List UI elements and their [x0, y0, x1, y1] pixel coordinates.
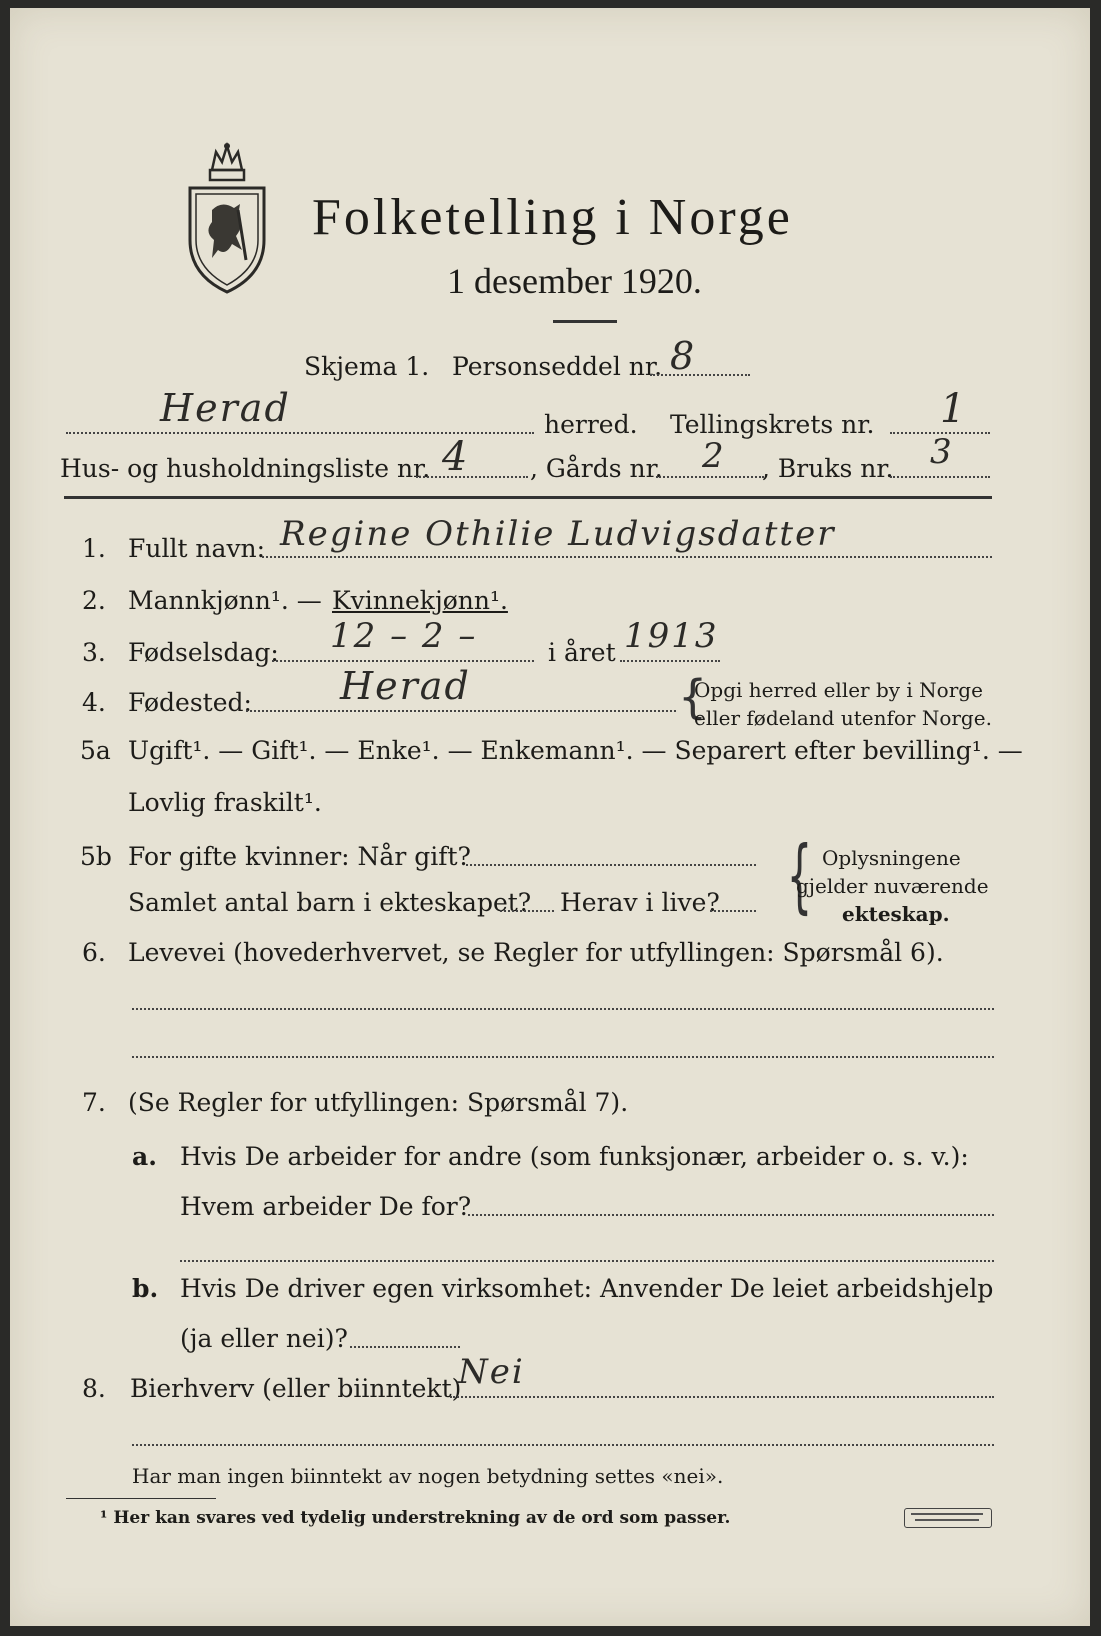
- q7a-line-2: Hvem arbeider De for?: [180, 1192, 472, 1221]
- gards-label: , Gårds nr.: [530, 454, 663, 483]
- bruks-label: , Bruks nr.: [762, 454, 894, 483]
- title-divider: [553, 320, 617, 323]
- skjema-label: Skjema 1.: [304, 352, 430, 381]
- q7-text: (Se Regler for utfyllingen: Spørsmål 7).: [128, 1088, 629, 1117]
- herred-name: Herad: [160, 386, 291, 430]
- personseddel-number: 8: [670, 334, 697, 378]
- q5a-number: 5a: [80, 736, 111, 765]
- gards-line: [656, 476, 764, 478]
- q5b-line-2b: Herav i live?: [560, 888, 720, 917]
- q7b-line-2: (ja eller nei)?: [180, 1324, 348, 1353]
- q7b-line: [350, 1346, 460, 1348]
- q5b-note-3: ekteskap.: [842, 902, 950, 926]
- q2-kvinnekjonn: Kvinnekjønn¹.: [332, 586, 508, 615]
- footnote-rule: [66, 1498, 216, 1499]
- q5a-line-2: Lovlig fraskilt¹.: [128, 788, 322, 817]
- gards-number: 2: [702, 436, 726, 476]
- q3-year-line: [620, 660, 720, 662]
- q4-note-2: eller fødeland utenfor Norge.: [694, 706, 992, 730]
- q6-line-1: [132, 1008, 994, 1010]
- bruks-number: 3: [930, 432, 954, 472]
- coat-of-arms-icon: [182, 140, 272, 295]
- q3-number: 3.: [82, 638, 106, 667]
- q5a-line-1: Ugift¹. — Gift¹. — Enke¹. — Enkemann¹. — Separert efter bevilling¹. —: [128, 736, 1023, 765]
- q7b-letter: b.: [132, 1274, 159, 1303]
- q5b-note-1: Oplysningene: [822, 846, 961, 870]
- q3-year: 1913: [624, 616, 719, 656]
- q6-line-2: [132, 1056, 994, 1058]
- q6-text: Levevei (hovederhvervet, se Regler for utfyllingen: Spørsmål 6).: [128, 938, 944, 967]
- q4-number: 4.: [82, 688, 106, 717]
- printer-stamp: [904, 1508, 992, 1528]
- form-title: Folketelling i Norge: [312, 189, 793, 246]
- footnote: ¹ Her kan svares ved tydelig understrekning av de ord som passer.: [100, 1508, 731, 1528]
- q3-birthday: 12 – 2 –: [330, 616, 478, 656]
- husholdningsliste-label: Hus- og husholdningsliste nr.: [60, 454, 431, 483]
- q5b-number: 5b: [80, 842, 112, 871]
- q8-line-extra: [132, 1444, 994, 1446]
- bruks-line: [890, 476, 990, 478]
- q7a-line-1: Hvis De arbeider for andre (som funksjonær, arbeider o. s. v.):: [180, 1142, 969, 1171]
- q5b-gift-line: [466, 864, 756, 866]
- q5b-line-1: For gifte kvinner: Når gift?: [128, 842, 471, 871]
- q1-line: [262, 556, 992, 558]
- q5b-brace: {: [786, 829, 813, 922]
- husholdningsliste-number: 4: [442, 434, 470, 480]
- q7b-line-1: Hvis De driver egen virksomhet: Anvender De leiet arbeidshjelp: [180, 1274, 994, 1303]
- q5b-barn-line: [500, 910, 554, 912]
- biinntekt-note: Har man ingen biinntekt av nogen betydning settes «nei».: [132, 1464, 724, 1488]
- q3-year-label: i året: [548, 638, 616, 667]
- tellingskrets-number: 1: [940, 386, 968, 432]
- form-date: 1 desember 1920.: [447, 261, 702, 301]
- q4-birthplace: Herad: [340, 664, 471, 708]
- q7-number: 7.: [82, 1088, 106, 1117]
- q5b-live-line: [710, 910, 756, 912]
- q8-number: 8.: [82, 1374, 106, 1403]
- q4-label: Fødested:: [128, 688, 252, 717]
- herred-label: herred.: [544, 410, 638, 439]
- q1-full-name: Regine Othilie Ludvigsdatter: [280, 514, 836, 554]
- q1-number: 1.: [82, 534, 106, 563]
- q3-line: [272, 660, 534, 662]
- husholdningsliste-line: [416, 476, 528, 478]
- tellingskrets-label: Tellingskrets nr.: [670, 410, 875, 439]
- q1-label: Fullt navn:: [128, 534, 266, 563]
- personseddel-line: [650, 374, 750, 376]
- q4-note-1: Opgi herred eller by i Norge: [694, 678, 983, 702]
- personseddel-label: Personseddel nr.: [452, 352, 663, 381]
- census-form-page: [10, 8, 1090, 1626]
- q4-brace: {: [678, 670, 708, 724]
- q5b-note-2: gjelder nuværende: [796, 874, 989, 898]
- q4-line: [246, 710, 676, 712]
- q7a-letter: a.: [132, 1142, 157, 1171]
- q7a-line-extra: [180, 1260, 994, 1262]
- q2-mannkjonn: Mannkjønn¹. —: [128, 586, 322, 615]
- q8-label: Bierhverv (eller biinntekt): [130, 1374, 462, 1403]
- header-rule: [64, 496, 992, 499]
- q3-label: Fødselsdag:: [128, 638, 279, 667]
- q5b-line-2a: Samlet antal barn i ekteskapet?: [128, 888, 532, 917]
- q2-number: 2.: [82, 586, 106, 615]
- q7a-line: [468, 1214, 994, 1216]
- q8-line: [450, 1396, 994, 1398]
- q6-number: 6.: [82, 938, 106, 967]
- q8-value: Nei: [458, 1352, 525, 1392]
